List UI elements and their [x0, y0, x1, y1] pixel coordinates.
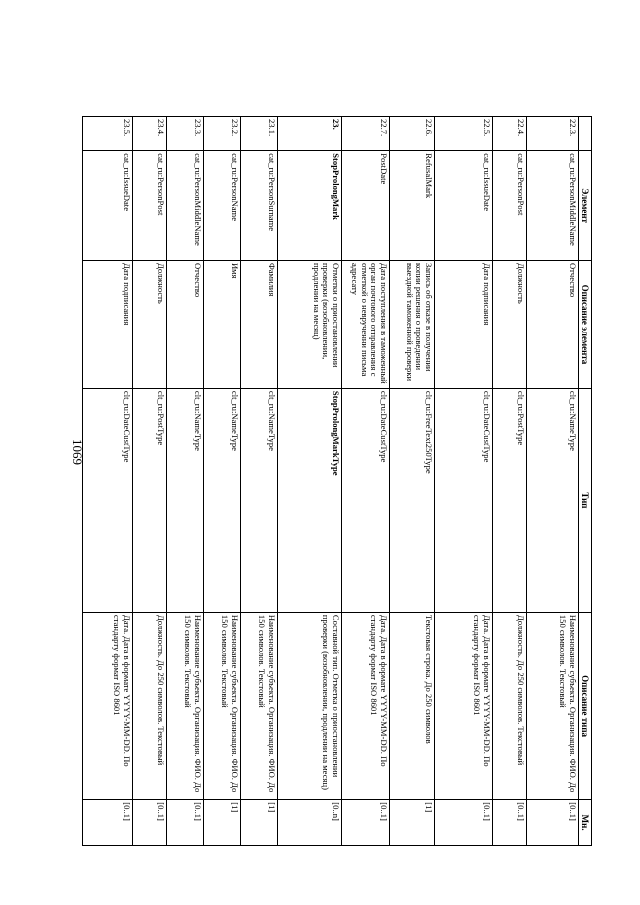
header-type: Тип	[578, 388, 591, 612]
row-multiplicity: [0..1]	[492, 800, 526, 846]
row-multiplicity: [1]	[203, 800, 240, 846]
header-element-description: Описание элемента	[578, 260, 591, 388]
row-element: cat_ru:PersonName	[203, 151, 240, 261]
row-number: 23.3.	[166, 117, 203, 151]
table-row	[434, 117, 492, 846]
row-multiplicity: [0..n]	[277, 800, 341, 846]
table-body	[82, 117, 578, 846]
table-row	[341, 117, 389, 846]
row-type-description: Дата. Дата в формате YYYY-MM-DD. По стандарту формат ISO 8601	[341, 612, 389, 799]
table-row	[389, 117, 434, 846]
row-number: 23.5.	[82, 117, 132, 151]
row-type-description: Наименование субъекта. Организация. ФИО. До 150 символов. Текстовый	[166, 612, 203, 799]
row-type: clt_ru:DateCustType	[341, 388, 389, 612]
row-multiplicity: [0..1]	[166, 800, 203, 846]
row-type: clt_ru:PostType	[132, 388, 166, 612]
row-element: PostDate	[341, 151, 389, 261]
row-number: 23.2.	[203, 117, 240, 151]
row-type-description: Наименование субъекта. Организация. ФИО. До 150 символов. Текстовый	[240, 612, 277, 799]
row-multiplicity: [1]	[240, 800, 277, 846]
rotated-table-container	[102, 116, 592, 846]
row-number: 22.3.	[526, 117, 578, 151]
row-type-description: Дата. Дата в формате YYYY-MM-DD. По стандарту формат ISO 8601	[82, 612, 132, 799]
row-number: 23.	[277, 117, 341, 151]
row-multiplicity: [0..1]	[434, 800, 492, 846]
row-type-description: Наименование субъекта. Организация. ФИО. До 150 символов. Текстовый	[526, 612, 578, 799]
row-element-description: Должность	[492, 260, 526, 388]
page-number: 1069	[70, 439, 85, 465]
table-header-row	[578, 117, 591, 846]
row-type: clt_ru:DateCustType	[434, 388, 492, 612]
table-row	[203, 117, 240, 846]
row-type-description: Дата. Дата в формате YYYY-MM-DD. По стандарту формат ISO 8601	[434, 612, 492, 799]
row-element-description: Дата подписания	[82, 260, 132, 388]
header-element: Элемент	[578, 151, 591, 261]
row-type: StopProlongMarkType	[277, 388, 341, 612]
row-type-description: Текстовая строка. До 250 символов	[389, 612, 434, 799]
row-element: cat_ru:IssueDate	[434, 151, 492, 261]
row-element: cat_ru:PersonPost	[492, 151, 526, 261]
row-element-description: Отчество	[526, 260, 578, 388]
table-row	[492, 117, 526, 846]
row-type-description: Составной тип. Отметка о приостановлении проверки (возобновлении, продлении на месяц)	[277, 612, 341, 799]
row-element-description: Фамилия	[240, 260, 277, 388]
row-type-description: Должность. До 250 символов. Текстовый	[492, 612, 526, 799]
row-multiplicity: [1]	[389, 800, 434, 846]
row-type: clt_ru:DateCustType	[82, 388, 132, 612]
row-element: cat_ru:PersonMiddleName	[166, 151, 203, 261]
row-element: cat_ru:PersonMiddleName	[526, 151, 578, 261]
table-row	[132, 117, 166, 846]
row-number: 22.6.	[389, 117, 434, 151]
row-number: 23.1.	[240, 117, 277, 151]
row-element-description: Запись об отказе в получении копии решения о проведении выездной таможенной проверки	[389, 260, 434, 388]
table-row	[277, 117, 341, 846]
header-number	[578, 117, 591, 151]
header-multiplicity: Мн.	[578, 800, 591, 846]
row-multiplicity: [0..1]	[132, 800, 166, 846]
table-row	[166, 117, 203, 846]
row-element-description: Дата подписания	[434, 260, 492, 388]
row-number: 23.4.	[132, 117, 166, 151]
row-element-description: Дата поступления в таможенный орган почтового отправления с отметкой о неврученни письма адресату	[341, 260, 389, 388]
row-element-description: Имя	[203, 260, 240, 388]
row-type: clt_ru:PostType	[492, 388, 526, 612]
header-type-description: Описание типа	[578, 612, 591, 799]
row-multiplicity: [0..1]	[82, 800, 132, 846]
row-type: clt_ru:NameType	[203, 388, 240, 612]
row-element: StopProlongMark	[277, 151, 341, 261]
table-row	[82, 117, 132, 846]
row-element: cat_ru:PersonSurname	[240, 151, 277, 261]
row-element: cat_ru:IssueDate	[82, 151, 132, 261]
row-element-description: Отметки о приостановлении проверки (возобновлении, продлении на месяц)	[277, 260, 341, 388]
table-row	[526, 117, 578, 846]
row-type: clt_ru:FreeText250Type	[389, 388, 434, 612]
row-element-description: Должность	[132, 260, 166, 388]
row-element-description: Отчество	[166, 260, 203, 388]
row-element: cat_ru:PersonPost	[132, 151, 166, 261]
row-element: RefusalMark	[389, 151, 434, 261]
row-number: 22.5.	[434, 117, 492, 151]
row-type: clt_ru:NameType	[240, 388, 277, 612]
row-multiplicity: [0..1]	[341, 800, 389, 846]
row-multiplicity: [0..1]	[526, 800, 578, 846]
row-type: clt_ru:NameType	[526, 388, 578, 612]
row-type-description: Должность. До 250 символов. Текстовый	[132, 612, 166, 799]
row-type-description: Наименование субъекта. Организация. ФИО. До 150 символов. Текстовый	[203, 612, 240, 799]
row-number: 22.4.	[492, 117, 526, 151]
row-type: clt_ru:NameType	[166, 388, 203, 612]
row-number: 22.7.	[341, 117, 389, 151]
spec-table	[82, 116, 592, 846]
table-row	[240, 117, 277, 846]
